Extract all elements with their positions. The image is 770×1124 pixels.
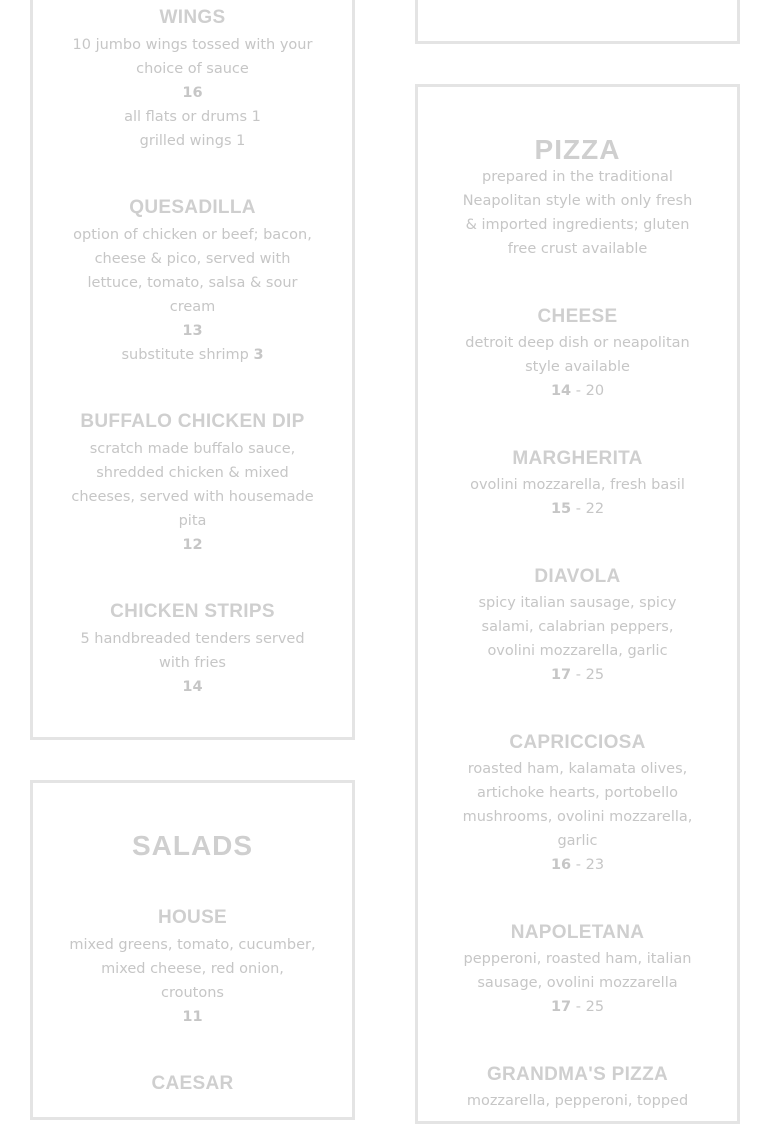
cheese-desc-2: style available — [525, 359, 630, 375]
capricciosa-desc-3: mushrooms, ovolini mozzarella, — [462, 809, 693, 825]
wings-extra-grilled: grilled wings 1 — [139, 133, 246, 149]
napoletana-price: 17 - 25 — [550, 999, 605, 1015]
pizza-panel — [415, 84, 740, 1124]
pizza-section-title: PIZZA — [534, 134, 621, 165]
buffalo-dip-desc-1: scratch made buffalo sauce, — [89, 441, 296, 457]
cheese-desc-1: detroit deep dish or neapolitan — [465, 335, 690, 351]
pizza-intro-1: prepared in the traditional — [482, 169, 673, 185]
wings-desc-1: 10 jumbo wings tossed with your — [72, 37, 313, 53]
capricciosa-desc-2: artichoke hearts, portobello — [476, 785, 679, 801]
cheese-title: CHEESE — [537, 306, 618, 327]
buffalo-dip-desc-4: pita — [178, 513, 207, 529]
appetizers-panel — [30, 0, 355, 740]
house-desc-1: mixed greens, tomato, cucumber, — [69, 937, 316, 953]
napoletana-desc-2: sausage, ovolini mozzarella — [477, 975, 678, 991]
quesadilla-desc-1: option of chicken or beef; bacon, — [73, 227, 312, 243]
chicken-strips-title: CHICKEN STRIPS — [110, 601, 275, 622]
quesadilla-title: QUESADILLA — [129, 197, 256, 218]
buffalo-dip-desc-3: cheeses, served with housemade — [71, 489, 314, 505]
buffalo-dip-price: 12 — [182, 537, 203, 553]
diavola-desc-3: ovolini mozzarella, garlic — [487, 643, 668, 659]
wings-title: WINGS — [159, 7, 226, 28]
quesadilla-desc-2: cheese & pico, served with — [94, 251, 291, 267]
capricciosa-price: 16 - 23 — [550, 857, 605, 873]
margherita-desc-1: ovolini mozzarella, fresh basil — [470, 477, 685, 493]
quesadilla-desc-4: cream — [169, 299, 216, 315]
quesadilla-extra: substitute shrimp 3 — [121, 347, 264, 363]
capricciosa-title: CAPRICCIOSA — [509, 732, 646, 753]
grandmas-pizza-desc-1: mozzarella, pepperoni, topped — [466, 1093, 689, 1109]
pizza-intro-2: Neapolitan style with only fresh — [462, 193, 693, 209]
caesar-title: CAESAR — [151, 1073, 234, 1094]
pizza-intro-3: & imported ingredients; gluten — [465, 217, 690, 233]
capricciosa-desc-4: garlic — [557, 833, 598, 849]
pizza-intro-4: free crust available — [507, 241, 648, 257]
napoletana-desc-1: pepperoni, roasted ham, italian — [463, 951, 692, 967]
capricciosa-desc-1: roasted ham, kalamata olives, — [467, 761, 688, 777]
chicken-strips-price: 14 — [182, 679, 203, 695]
quesadilla-desc-3: lettuce, tomato, salsa & sour — [87, 275, 298, 291]
buffalo-dip-desc-2: shredded chicken & mixed — [96, 465, 289, 481]
diavola-desc-1: spicy italian sausage, spicy — [478, 595, 677, 611]
wings-extra-flats: all flats or drums 1 — [124, 109, 261, 125]
salads-panel — [30, 780, 355, 1120]
quesadilla-price: 13 — [182, 323, 203, 339]
salads-section-title: SALADS — [131, 830, 254, 861]
diavola-price: 17 - 25 — [550, 667, 605, 683]
house-desc-2: mixed cheese, red onion, — [101, 961, 284, 977]
cheese-price: 14 - 20 — [550, 383, 605, 399]
grandmas-pizza-title: GRANDMA'S PIZZA — [486, 1064, 669, 1085]
buffalo-dip-title: BUFFALO CHICKEN DIP — [80, 411, 305, 432]
house-title: HOUSE — [157, 907, 228, 928]
chicken-strips-desc-2: with fries — [159, 655, 226, 671]
wings-desc-2: choice of sauce — [136, 61, 249, 77]
chicken-strips-desc-1: 5 handbreaded tenders served — [80, 631, 305, 647]
house-desc-3: croutons — [161, 985, 224, 1001]
diavola-title: DIAVOLA — [534, 566, 621, 587]
diavola-desc-2: salami, calabrian peppers, — [481, 619, 674, 635]
margherita-title: MARGHERITA — [512, 448, 643, 469]
napoletana-title: NAPOLETANA — [510, 922, 645, 943]
house-price: 11 — [182, 1009, 203, 1025]
margherita-price: 15 - 22 — [550, 501, 605, 517]
wings-price: 16 — [182, 85, 203, 101]
top-right-panel — [415, 0, 740, 44]
